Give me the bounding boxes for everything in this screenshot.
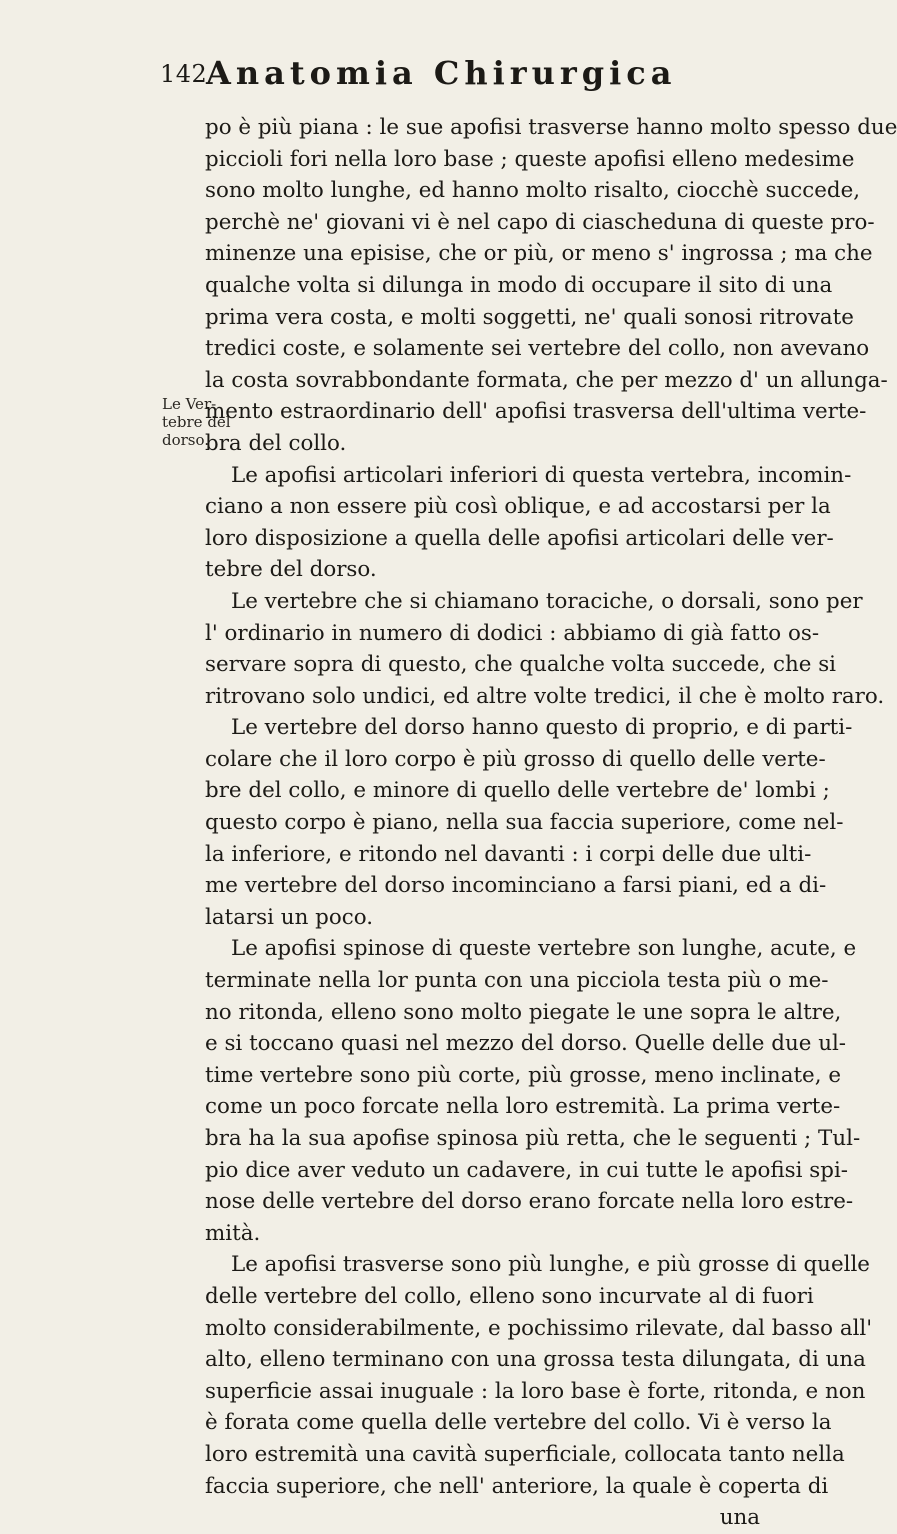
margin-note-line: dorso.	[162, 431, 210, 449]
page-number: 142	[160, 60, 208, 88]
text-line: come un poco forcate nella loro estremità. La prima verte-	[205, 1094, 841, 1120]
text-line: servare sopra di questo, che qualche volta succede, che si	[205, 652, 837, 678]
text-line: bra ha la sua apofise spinosa più retta, che le seguenti ; Tul-	[205, 1126, 861, 1151]
text-line: loro estremità una cavità superficiale, collocata tanto nella	[205, 1441, 845, 1467]
text-line: me vertebre del dorso incominciano a farsi piani, ed a di-	[205, 873, 827, 899]
text-line: Le apofisi spinose di queste vertebre son lunghe, acute, e	[231, 936, 857, 962]
text-line: la costa sovrabbondante formata, che per mezzo d' un allunga-	[205, 367, 888, 393]
text-line: bre del collo, e minore di quello delle vertebre de' lombi ;	[205, 778, 830, 804]
text-line: minenze una episise, che or più, or meno s' ingrossa ; ma che	[205, 241, 873, 267]
text-line: loro disposizione a quella delle apofisi articolari delle ver-	[205, 525, 834, 551]
text-line: prima vera costa, e molti soggetti, ne' quali sonosi ritrovate	[205, 304, 854, 330]
catchword: una	[719, 1505, 760, 1531]
margin-note-line: tebre del	[162, 413, 231, 431]
text-line: terminate nella lor punta con una picciola testa più o me-	[205, 968, 829, 994]
text-line: la inferiore, e ritondo nel davanti : i corpi delle due ulti-	[205, 841, 812, 867]
margin-note-line: Le Ver-	[162, 395, 217, 413]
text-line: qualche volta si dilunga in modo di occupare il sito di una	[205, 272, 833, 298]
text-line: mento estraordinario dell' apofisi trasversa dell'ultima verte-	[205, 399, 867, 425]
text-line: ritrovano solo undici, ed altre volte tredici, il che è molto raro.	[205, 683, 885, 709]
text-line: colare che il loro corpo è più grosso di quello delle verte-	[205, 746, 826, 772]
body-text	[205, 112, 897, 1534]
text-line: Le apofisi articolari inferiori di questa vertebra, incomin-	[231, 462, 852, 488]
text-line: nose delle vertebre del dorso erano forcate nella loro estre-	[205, 1189, 854, 1215]
text-line: perchè ne' giovani vi è nel capo di ciascheduna di queste pro-	[205, 209, 875, 235]
text-line: mità.	[205, 1220, 261, 1246]
text-line: tebre del dorso.	[205, 557, 377, 583]
text-line: tredici coste, e solamente sei vertebre del collo, non avevano	[205, 336, 870, 362]
text-line: delle vertebre del collo, elleno sono incurvate al di fuori	[205, 1283, 814, 1309]
text-line: po è più piana : le sue apofisi trasverse hanno molto spesso due	[205, 115, 897, 140]
text-line: Le vertebre che si chiamano toraciche, o dorsali, sono per	[231, 588, 863, 614]
text-line: Le vertebre del dorso hanno questo di proprio, e di parti-	[231, 715, 853, 741]
text-line: Le apofisi trasverse sono più lunghe, e più grosse di quelle	[231, 1252, 870, 1278]
text-line: piccioli fori nella loro base ; queste apofisi elleno medesime	[205, 146, 855, 172]
text-line: latarsi un poco.	[205, 904, 373, 930]
page-header	[160, 54, 720, 100]
text-line: ciano a non essere più così oblique, e ad accostarsi per la	[205, 494, 831, 520]
text-line: molto considerabilmente, e pochissimo rilevate, dal basso all'	[205, 1315, 873, 1341]
text-line: superficie assai inuguale : la loro base è forte, ritonda, e non	[205, 1378, 866, 1404]
text-line: l' ordinario in numero di dodici : abbiamo di già fatto os-	[205, 620, 820, 646]
text-line: faccia superiore, che nell' anteriore, la quale è coperta di	[205, 1473, 829, 1499]
text-line: e si toccano quasi nel mezzo del dorso. Quelle delle due ul-	[205, 1031, 847, 1057]
text-line: alto, elleno terminano con una grossa testa dilungata, di una	[205, 1347, 866, 1373]
text-line: è forata come quella delle vertebre del collo. Vi è verso la	[205, 1410, 832, 1436]
text-line: bra del collo.	[205, 430, 347, 456]
margin-note	[162, 395, 231, 449]
text-line: no ritonda, elleno sono molto piegate le une sopra le altre,	[205, 999, 842, 1025]
running-title: Anatomia Chirurgica	[206, 54, 677, 92]
text-line: sono molto lunghe, ed hanno molto risalto, ciocchè succede,	[205, 178, 861, 204]
text-line: questo corpo è piano, nella sua faccia superiore, come nel-	[205, 810, 844, 836]
text-line: pio dice aver veduto un cadavere, in cui tutte le apofisi spi-	[205, 1157, 849, 1183]
text-line: time vertebre sono più corte, più grosse, meno inclinate, e	[205, 1062, 841, 1088]
